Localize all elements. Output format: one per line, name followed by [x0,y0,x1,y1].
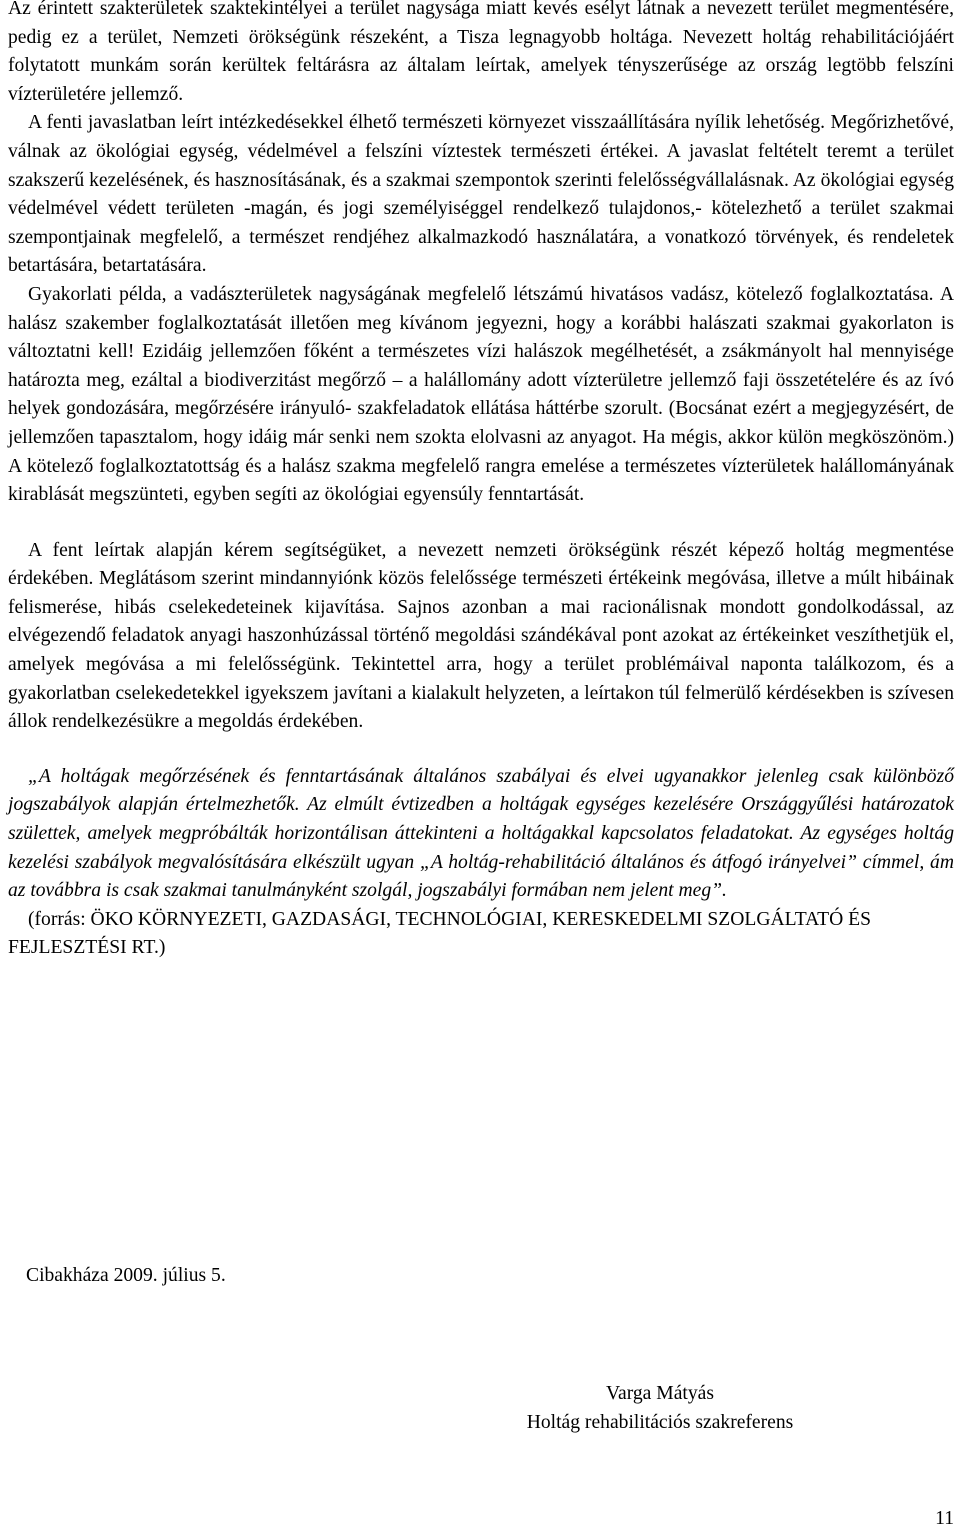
paragraph-1: Az érintett szakterületek szaktekintélyei a terület nagysága miatt kevés esélyt látnak a nevezett terület megmentésére, pedig ez a terület, Nemzeti örökségünk részeként, a Tisza legnagyobb holtága. Nevezett holtág rehabilitációjáért folytatott munkám során kerültek feltárásra az általam leírtak, amelyek tényszerűsége az ország legtöbb felszíni vízterületére jellemző. [8,0,954,105]
paragraph-2: A fenti javaslatban leírt intézkedésekkel élhető természeti környezet visszaállítására nyílik lehetőség. Megőrizhetővé, válnak az ökológiai egység, védelmével a felszíni víztestek természeti értékei. A javaslat feltételt teremt a terület szakszerű kezelésének, és hasznosításának, és a szakmai szempontok szerinti felelősségvállalásnak. Az ökológiai egység védelmével védett területen -magán, és jogi személyiséggel rendelkező tulajdonos,- kötelezhető a terület szakmai szempontjainak megfelelő, a természet rendjéhez alkalmazkodó használatára, a vonatkozó törvények, és rendeletek betartására, betartatására. [8,112,954,277]
signature-block [380,1380,940,1437]
document-date: Cibakháza 2009. július 5. [26,1265,226,1286]
document-body [8,0,954,963]
page-number: 11 [935,1508,954,1529]
source-citation: (forrás: ÖKO KÖRNYEZETI, GAZDASÁGI, TECHNOLÓGIAI, KERESKEDELMI SZOLGÁLTATÓ ÉS FEJLESZTÉSI RT.) [8,908,872,959]
quoted-paragraph: „A holtágak megőrzésének és fenntartásának általános szabályai és elvei ugyanakkor jelenleg csak különböző jogszabályok alapján értelmezhetők. Az elmúlt évtizedben a holtágak egységes kezelésére Országgyűlési határozatok születtek, amelyek megpróbálták horizontálisan áttekinteni a holtágakkal kapcsolatos feladatokat. Az egységes holtág kezelési szabályok megvalósítására elkészült ugyan „A holtág-rehabilitáció általános és átfogó irányelvei” címmel, ám az továbbra is csak szakmai tanulmányként szolgál, jogszabályi formában nem jelent meg”. [8,765,954,902]
paragraph-4: A fent leírtak alapján kérem segítségüket, a nevezett nemzeti örökségünk részét képező holtág megmentése érdekében. Meglátásom szerint mindannyiónk közös felelőssége természeti értékeink megóvása, illetve a múlt hibáinak felismerése, hibás cselekedeteinek kijavítása. Sajnos azonban a mai racionálisnak mondott gondolkodással, az elvégezendő feladatok anyagi haszonhúzással történő megoldási szándékával pont azokat az értékeinket veszíthetjük el, amelyek megóvása a mi felelősségünk. Tekintettel arra, hogy a terület problémáival naponta találkozom, és a gyakorlatban cselekedetekkel igyekszem javítani a kialakult helyzeten, a leírtakon túl felmerülő kérdésekben is szívesen állok rendelkezésükre a megoldás érdekében. [8,539,954,733]
signatory-title: Holtág rehabilitációs szakreferens [526,1411,794,1433]
signatory-name: Varga Mátyás [606,1383,714,1404]
paragraph-3: Gyakorlati példa, a vadászterületek nagyságának megfelelő létszámú hivatásos vadász, kötelező foglalkoztatása. A halász szakember foglalkoztatását illetően meg kívánom jegyezni, hogy a korábbi halászati szakmai gyakorlaton is változtatni kell! Ezidáig jellemzően főként a természetes vízi halászok megélhetését, a zsákmányolt hal mennyisége határozta meg, ezáltal a biodiverzitást megőrző – a halállomány adott vízterületre jellemző faji összetételére és az ívó helyek gondozására, megőrzésére irányuló- szakfeladatok ellátása háttérbe szorult. (Bocsánat ezért a megjegyzésért, de jellemzően tapasztalom, hogy idáig már senki nem szokta elolvasni az anyagot. Ha mégis, akkor külön megköszönöm.) A kötelező foglalkoztatottság és a halász szakma megfelelő rangra emelése a természetes vízterületek halállományának kirablását megszünteti, egyben segíti az ökológiai egyensúly fenntartását. [8,283,954,506]
